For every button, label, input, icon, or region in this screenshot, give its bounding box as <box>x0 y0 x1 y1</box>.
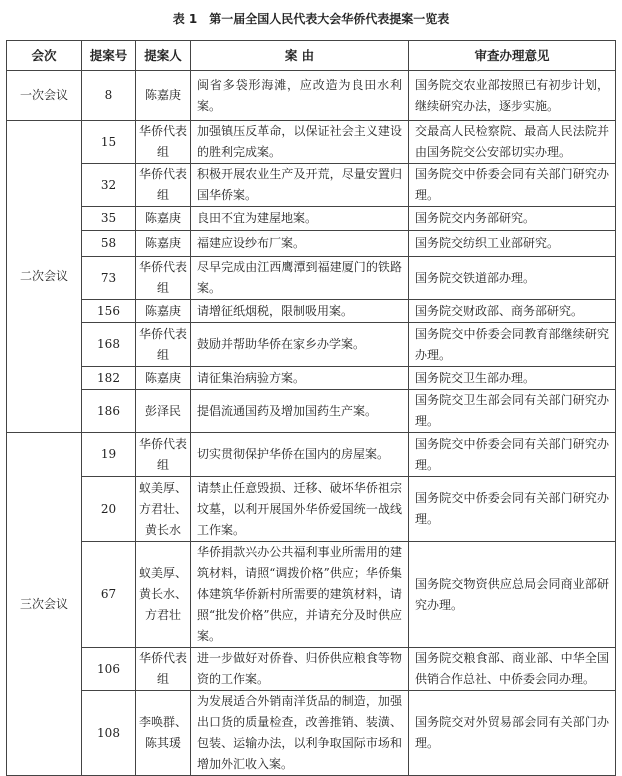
reason-cell: 请征集治病验方案。 <box>191 367 409 390</box>
proposal-no-cell: 182 <box>82 367 136 390</box>
proposer-cell: 李唤群、陈其瑗 <box>136 691 191 776</box>
header-proposal-no: 提案号 <box>82 41 136 71</box>
reason-cell: 华侨捐款兴办公共福利事业所需用的建筑材料，请照“调拨价格”供应；华侨集体建筑华侨新村所需要的建筑材料，请照“批发价格”供应，并请充分及时供应案。 <box>191 542 409 648</box>
opinion-cell: 国务院交纺织工业部研究。 <box>409 231 616 257</box>
table-row <box>7 367 616 390</box>
reason-cell: 良田不宜为建屋地案。 <box>191 207 409 231</box>
proposal-no-cell: 156 <box>82 300 136 323</box>
table-row <box>7 121 616 164</box>
table-row <box>7 390 616 433</box>
opinion-cell: 国务院交卫生部会同有关部门研究办理。 <box>409 390 616 433</box>
table-row <box>7 207 616 231</box>
proposal-no-cell: 58 <box>82 231 136 257</box>
table-row <box>7 231 616 257</box>
reason-cell: 进一步做好对侨眷、归侨供应粮食等物资的工作案。 <box>191 648 409 691</box>
proposer-cell: 陈嘉庚 <box>136 231 191 257</box>
table-row <box>7 71 616 121</box>
opinion-cell: 国务院交物资供应总局会同商业部研究办理。 <box>409 542 616 648</box>
proposer-cell: 陈嘉庚 <box>136 367 191 390</box>
proposal-no-cell: 32 <box>82 164 136 207</box>
proposal-no-cell: 168 <box>82 323 136 367</box>
table-row <box>7 257 616 300</box>
proposer-cell: 华侨代表组 <box>136 121 191 164</box>
header-proposer: 提案人 <box>136 41 191 71</box>
proposer-cell: 华侨代表组 <box>136 648 191 691</box>
opinion-cell: 国务院交内务部研究。 <box>409 207 616 231</box>
session-cell: 二次会议 <box>7 121 82 433</box>
proposal-no-cell: 186 <box>82 390 136 433</box>
reason-cell: 加强镇压反革命，以保证社会主义建设的胜利完成案。 <box>191 121 409 164</box>
header-session: 会次 <box>7 41 82 71</box>
proposal-no-cell: 8 <box>82 71 136 121</box>
opinion-cell: 国务院交卫生部办理。 <box>409 367 616 390</box>
proposer-cell: 陈嘉庚 <box>136 207 191 231</box>
opinion-cell: 国务院交中侨委会同教育部继续研究办理。 <box>409 323 616 367</box>
proposer-cell: 陈嘉庚 <box>136 300 191 323</box>
header-opinion: 审查办理意见 <box>409 41 616 71</box>
opinion-cell: 国务院交中侨委会同有关部门研究办理。 <box>409 164 616 207</box>
reason-cell: 闽省多袋形海滩，应改造为良田水利案。 <box>191 71 409 121</box>
reason-cell: 切实贯彻保护华侨在国内的房屋案。 <box>191 433 409 477</box>
reason-cell: 为发展适合外销南洋货品的制造，加强出口货的质量检查，改善推销、装潢、包装、运输办法，以利争取国际市场和增加外汇收入案。 <box>191 691 409 776</box>
proposal-no-cell: 35 <box>82 207 136 231</box>
reason-cell: 尽早完成由江西鹰潭到福建厦门的铁路案。 <box>191 257 409 300</box>
opinion-cell: 国务院交农业部按照已有初步计划，继续研究办法，逐步实施。 <box>409 71 616 121</box>
reason-cell: 鼓励并帮助华侨在家乡办学案。 <box>191 323 409 367</box>
proposer-cell: 蚁美厚、黄长水、方君壮 <box>136 542 191 648</box>
table-title: 表 1 第一届全国人民代表大会华侨代表提案一览表 <box>172 12 450 26</box>
proposal-no-cell: 19 <box>82 433 136 477</box>
table-row <box>7 323 616 367</box>
proposer-cell: 蚁美厚、方君壮、黄长水 <box>136 477 191 542</box>
proposer-cell: 彭泽民 <box>136 390 191 433</box>
opinion-cell: 国务院交中侨委会同有关部门研究办理。 <box>409 477 616 542</box>
proposal-no-cell: 15 <box>82 121 136 164</box>
opinion-cell: 国务院交对外贸易部会同有关部门办理。 <box>409 691 616 776</box>
proposal-no-cell: 20 <box>82 477 136 542</box>
proposal-no-cell: 108 <box>82 691 136 776</box>
opinion-cell: 国务院交粮食部、商业部、中华全国供销合作总社、中侨委会同办理。 <box>409 648 616 691</box>
opinion-cell: 国务院交财政部、商务部研究。 <box>409 300 616 323</box>
opinion-cell: 交最高人民检察院、最高人民法院并由国务院交公安部切实办理。 <box>409 121 616 164</box>
table-row <box>7 300 616 323</box>
table-row <box>7 648 616 691</box>
table-row <box>7 477 616 542</box>
proposal-no-cell: 67 <box>82 542 136 648</box>
table-row <box>7 542 616 648</box>
reason-cell: 积极开展农业生产及开荒，尽量安置归国华侨案。 <box>191 164 409 207</box>
table-header-row <box>7 41 616 71</box>
proposals-table <box>6 40 616 776</box>
reason-cell: 福建应设纱布厂案。 <box>191 231 409 257</box>
table-row <box>7 164 616 207</box>
proposer-cell: 华侨代表组 <box>136 433 191 477</box>
table-row <box>7 691 616 776</box>
proposer-cell: 华侨代表组 <box>136 257 191 300</box>
opinion-cell: 国务院交中侨委会同有关部门研究办理。 <box>409 433 616 477</box>
reason-cell: 提倡流通国药及增加国药生产案。 <box>191 390 409 433</box>
session-cell: 一次会议 <box>7 71 82 121</box>
proposal-no-cell: 73 <box>82 257 136 300</box>
table-row <box>7 433 616 477</box>
proposer-cell: 陈嘉庚 <box>136 71 191 121</box>
proposer-cell: 华侨代表组 <box>136 323 191 367</box>
reason-cell: 请禁止任意毁损、迁移、破坏华侨祖宗坟墓，以利开展国外华侨爱国统一战线工作案。 <box>191 477 409 542</box>
reason-cell: 请增征纸烟税，限制吸用案。 <box>191 300 409 323</box>
header-reason: 案 由 <box>191 41 409 71</box>
proposer-cell: 华侨代表组 <box>136 164 191 207</box>
proposal-no-cell: 106 <box>82 648 136 691</box>
opinion-cell: 国务院交铁道部办理。 <box>409 257 616 300</box>
session-cell: 三次会议 <box>7 433 82 776</box>
